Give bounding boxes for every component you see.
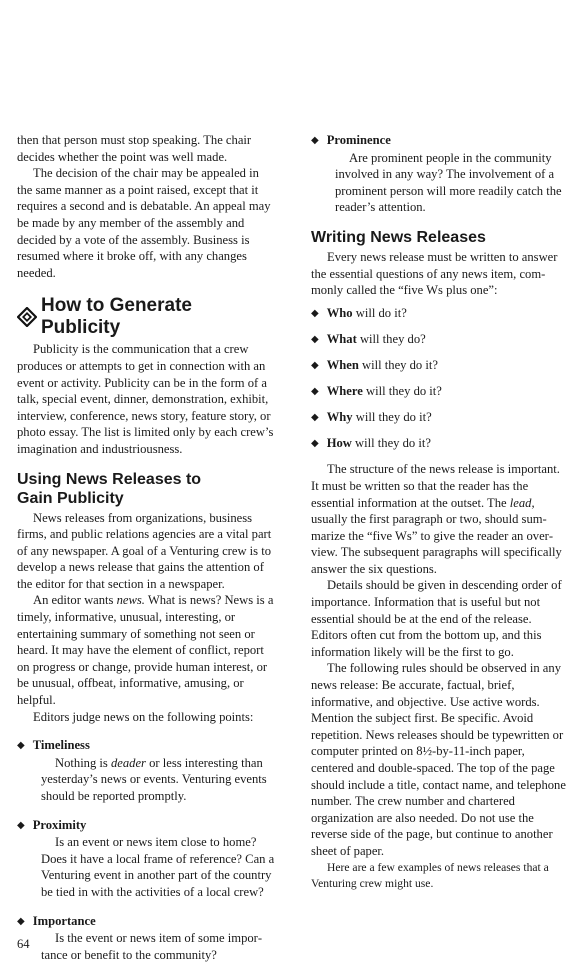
section-heading (17, 295, 275, 339)
diamond-bullet-icon: ◆ (17, 915, 25, 927)
list-item-text: will they do it? (358, 357, 438, 372)
bullet-heading-text: Importance (32, 913, 96, 928)
text-run: Is the event or news item of some importance or benefit to the community? (41, 931, 263, 962)
list-item (311, 409, 566, 427)
heading-line: Using News Releases to (17, 470, 202, 488)
five-ws-list (311, 305, 566, 453)
left-column (17, 132, 275, 963)
emphasis: news. (116, 593, 145, 608)
list-item-text: will they do it? (362, 384, 442, 399)
section-heading-text: How to Generate Publicity (41, 295, 192, 339)
text-run: usually the first paragraph or two, should summarize the “five Ws” to give the reader an overview. The subsequent paragraphs will specifically answer the six questions. (311, 512, 562, 576)
subsection-heading (17, 470, 275, 508)
diamond-bullet-icon: ◆ (311, 438, 319, 450)
paragraph: Publicity is the communication that a crew produces or attempts to get in connection with an event or activity. Publicity can be in the form of a talk, special event, dinner, demonstration, exhibit, interview, conference, news story, feature story, or photo essay. The list is limited only by each crew’s imagination and industriousness. (17, 342, 274, 456)
bullet-heading (17, 913, 275, 931)
text-run: or less interesting than yesterday’s news or events. Venturing events should be reported promptly. (41, 755, 267, 803)
list-item-keyword: Why (326, 410, 353, 425)
list-item-keyword: What (326, 331, 357, 346)
list-item-text: will they do? (356, 331, 426, 346)
list-item (311, 383, 566, 401)
paragraph: News releases from organizations, business firms, and public relations agencies are a vital part of any newspaper. A goal of a Venturing crew is to develop a news release that gains the attention of the editor for that section in a newspaper. (17, 510, 272, 591)
paragraph: The following rules should be observed in any news release: Be accurate, factual, brief, informative, and objective. Use active words. Mention the subject first. Be specific. Avoid repetition. News releases should be typewritten or computer printed on 8½-by-11-inch paper, centered and double-spaced. The top of the page should include a title, contact name, and telephone number. The crew number and chartered organization are also needed. Do not use the reverse side of the page, but continue to another sheet of paper. (311, 661, 566, 858)
venturing-logo-icon (17, 307, 37, 327)
bullet-paragraph (17, 834, 275, 900)
right-column (311, 132, 566, 893)
bullet-paragraph (17, 755, 275, 805)
paragraph: Editors judge news on the following points: (33, 709, 254, 724)
bullet-heading-text: Timeliness (32, 738, 90, 753)
paragraph: Every news release must be written to answer the essential questions of any news item, commonly called the “five Ws plus one”: (311, 249, 558, 298)
diamond-bullet-icon: ◆ (311, 135, 319, 146)
heading-line: Gain Publicity (17, 489, 124, 507)
text-run: Are prominent people in the community involved in any way? The involvement of a prominent person will more readily catch the reader’s attention. (335, 150, 562, 215)
bullet-heading (311, 132, 566, 150)
bullet-paragraph (17, 930, 275, 963)
subsection-heading: Writing News Releases (311, 228, 486, 246)
text-run: An editor wants (33, 593, 117, 608)
emphasis: lead, (509, 495, 535, 510)
list-item-text: will they do it? (352, 410, 432, 425)
diamond-bullet-icon: ◆ (17, 819, 25, 831)
paragraph (311, 461, 566, 577)
page-number: 64 (17, 937, 30, 951)
text-run: What is news? News is a timely, informative, unusual, interesting, or entertaining summary of something not seen or heard. It may have the element of conflict, report on progress or change, provide human interest, or be unusual, offbeat, informative, amusing, or helpful. (17, 593, 274, 708)
diamond-bullet-icon: ◆ (311, 359, 319, 371)
text-run: Nothing is (55, 755, 111, 770)
list-item-keyword: How (326, 436, 352, 451)
diamond-bullet-icon: ◆ (311, 412, 319, 424)
list-item-keyword: When (326, 357, 359, 372)
bullet-heading (17, 817, 275, 835)
paragraph: Here are a few examples of news releases that a Venturing crew might use. (311, 860, 549, 891)
list-item-text: will do it? (352, 305, 407, 320)
bullet-paragraph (311, 150, 566, 216)
text-run: The structure of the news release is important. It must be written so that the reader has the essential information at the outset. The (311, 462, 560, 510)
list-item (311, 331, 566, 349)
paragraph: Details should be given in descending order of importance. Information that is useful but not essential should be at the end of the release. Editors often cut from the bottom up, and this information likely will be the first to go. (311, 578, 562, 659)
diamond-bullet-icon: ◆ (311, 307, 319, 319)
list-item-keyword: Where (326, 384, 363, 399)
diamond-bullet-icon: ◆ (311, 333, 319, 345)
paragraph: then that person must stop speaking. The chair decides whether the point was well made. (17, 133, 252, 164)
diamond-bullet-icon: ◆ (311, 386, 319, 398)
list-item (311, 435, 566, 453)
list-item (311, 305, 566, 323)
bullet-heading (17, 737, 275, 755)
diamond-bullet-icon: ◆ (17, 740, 25, 752)
paragraph: The decision of the chair may be appealed in the same manner as a point raised, except that it requires a second and is debatable. An appeal may be made by any member of the assembly and decided by a vote of the assembly. Business is resumed where it broke off, with any changes needed. (17, 166, 271, 280)
list-item-text: will they do it? (351, 436, 431, 451)
list-item-keyword: Who (326, 305, 353, 320)
list-item (311, 357, 566, 375)
emphasis: deader (110, 755, 146, 770)
bullet-heading-text: Proximity (32, 817, 87, 832)
bullet-heading-text: Prominence (326, 133, 391, 147)
text-run: Is an event or news item close to home? Does it have a local frame of reference? Can a Venturing event in another part of the country be tied in with the activities of a local crew? (41, 835, 275, 899)
paragraph (17, 592, 275, 708)
